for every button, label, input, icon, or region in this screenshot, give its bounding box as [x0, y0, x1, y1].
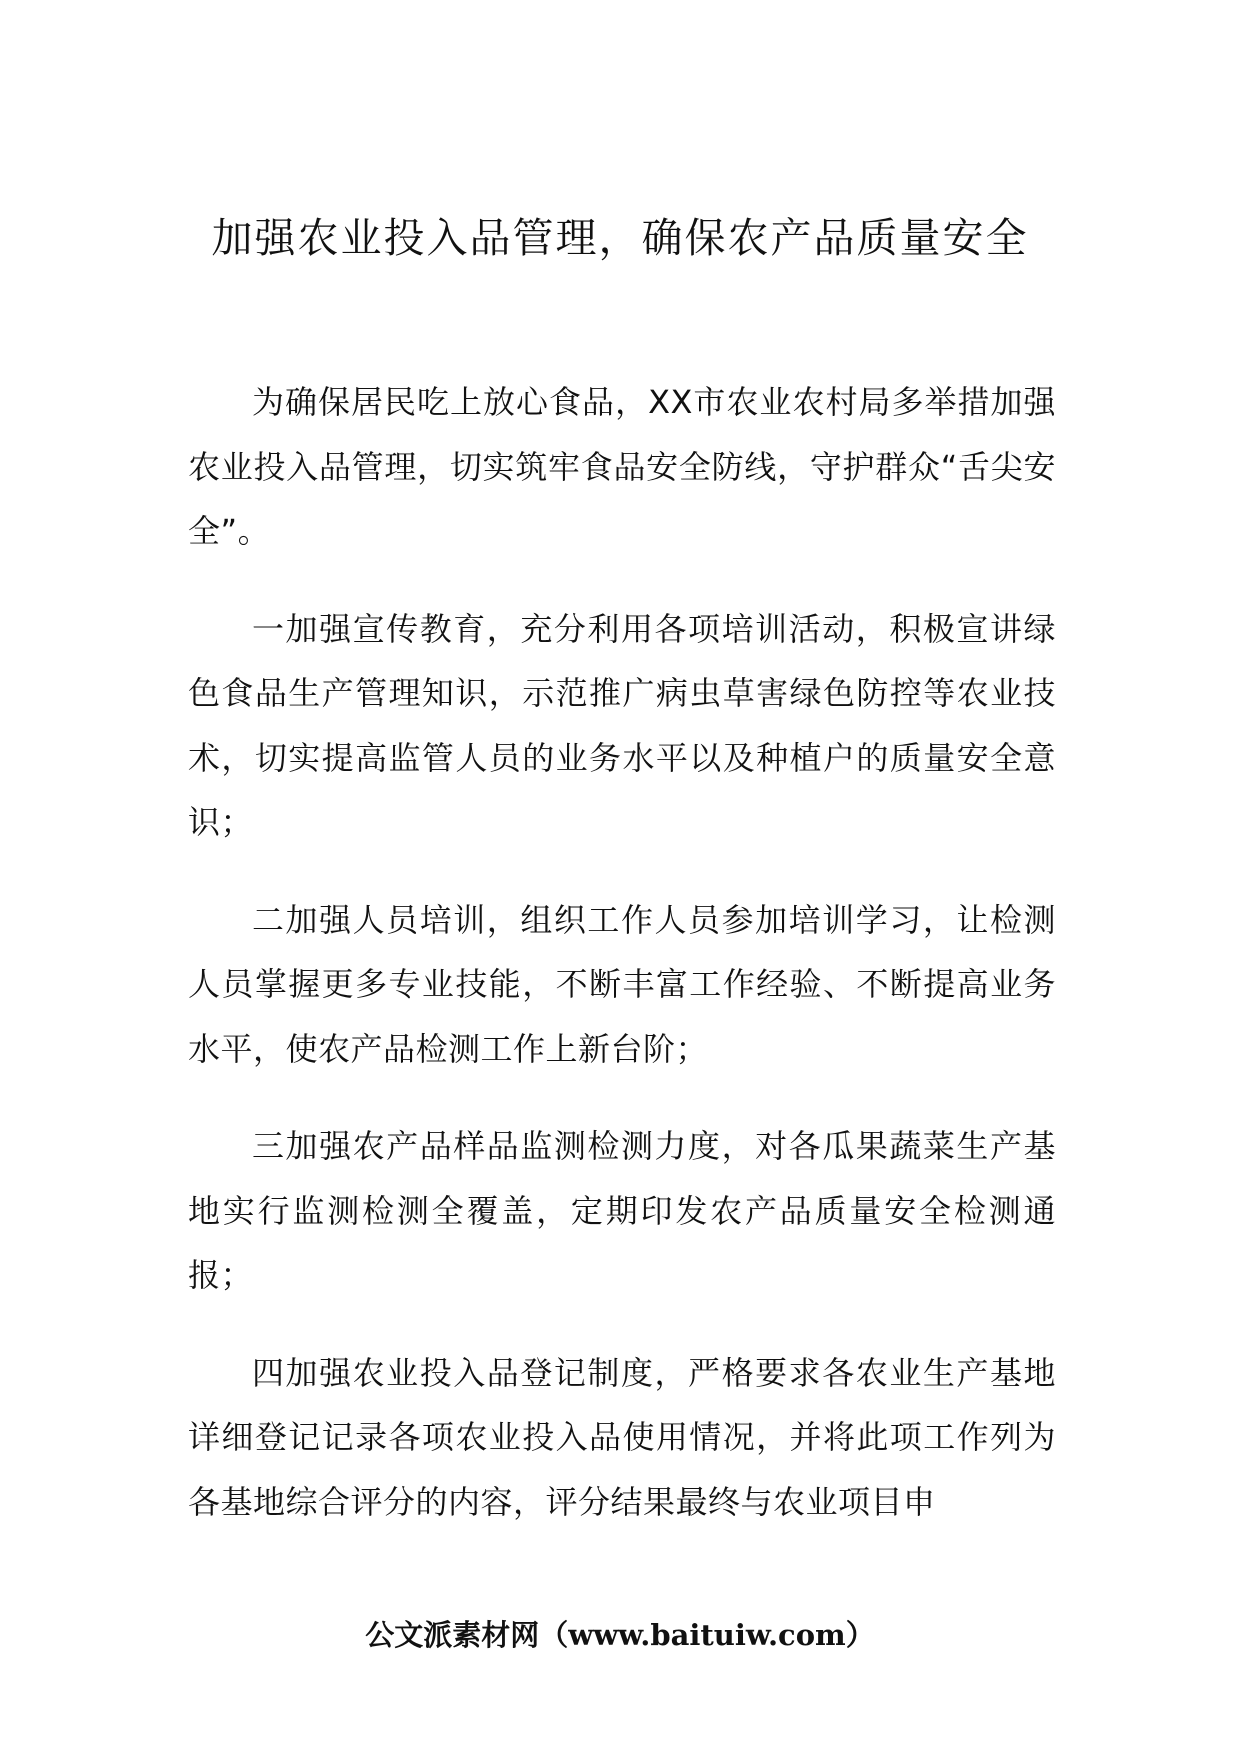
footer-source: 公文派素材网（www.baituiw.com）	[365, 1618, 875, 1652]
document-title: 加强农业投入品管理，确保农产品质量安全	[211, 214, 1029, 262]
paragraph-intro: 为确保居民吃上放心食品，XX市农业农村局多举措加强农业投入品管理，切实筑牢食品安全防线，守护群众“舌尖安全”。	[188, 383, 1056, 550]
paragraph-2: 二加强人员培训，组织工作人员参加培训学习，让检测人员掌握更多专业技能，不断丰富工作经验、不断提高业务水平，使农产品检测工作上新台阶；	[188, 900, 1056, 1068]
document-body	[188, 370, 1056, 1567]
paragraph-1: 一加强宣传教育，充分利用各项培训活动，积极宣讲绿色食品生产管理知识，示范推广病虫草害绿色防控等农业技术，切实提高监管人员的业务水平以及种植户的质量安全意识；	[188, 609, 1056, 841]
paragraph-3: 三加强农产品样品监测检测力度，对各瓜果蔬菜生产基地实行监测检测全覆盖，定期印发农产品质量安全检测通报；	[188, 1127, 1056, 1294]
paragraph-4: 四加强农业投入品登记制度，严格要求各农业生产基地详细登记记录各项农业投入品使用情况，并将此项工作列为各基地综合评分的内容，评分结果最终与农业项目申	[188, 1353, 1056, 1521]
